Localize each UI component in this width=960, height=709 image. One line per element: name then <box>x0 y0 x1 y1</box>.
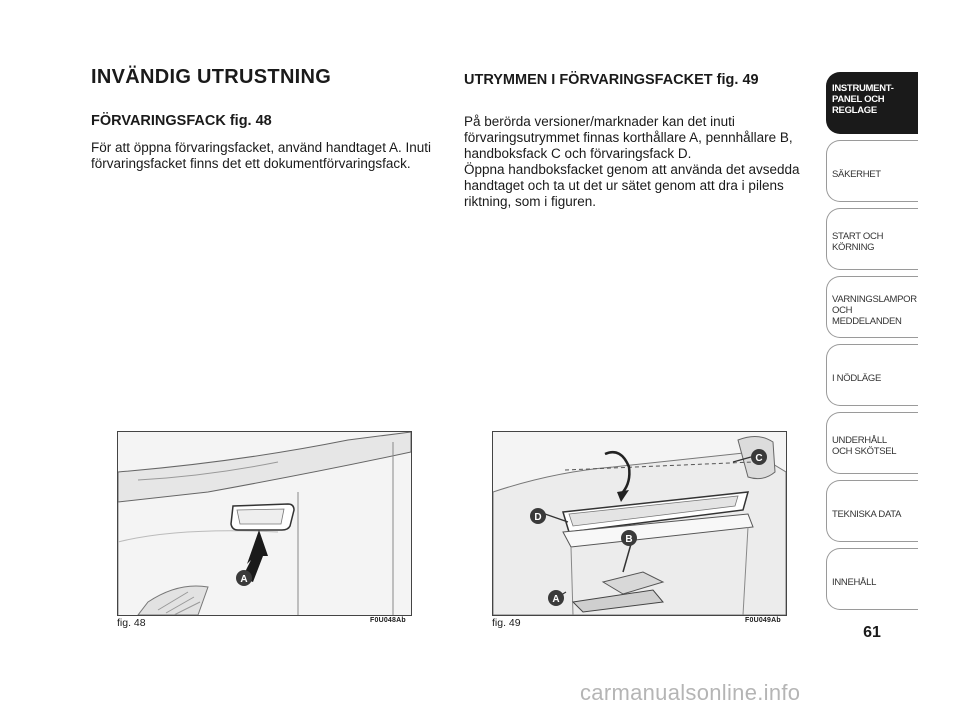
figure-49-caption: fig. 49 <box>492 617 521 629</box>
page-number: 61 <box>863 624 881 641</box>
callout-c-label: C <box>755 453 763 464</box>
compartments-body-text <box>464 114 824 210</box>
figure-48-illustration <box>117 431 412 616</box>
glovebox-drawing <box>118 432 411 615</box>
glovebox-heading: FÖRVARINGSFACK fig. 48 <box>91 113 272 129</box>
tab-label: INNEHÅLL <box>832 576 877 588</box>
tab-label: I NÖDLÄGE <box>832 372 882 384</box>
section-title: INVÄNDIG UTRUSTNING <box>91 66 332 88</box>
figure-48-code: F0U048Ab <box>370 617 406 624</box>
tab-starting-driving[interactable] <box>826 208 918 270</box>
tab-contents[interactable] <box>826 548 918 610</box>
tab-instrument-panel[interactable] <box>826 72 918 134</box>
callout-a-label: A <box>240 574 248 585</box>
tab-safety[interactable] <box>826 140 918 202</box>
compartments-paragraph-2: Öppna handboksfacket genom att använda det avsedda handtaget och ta ut det ur sätet genom att dra i pilens riktning, som i figuren. <box>464 162 800 209</box>
tab-label: VARNINGSLAMPOR OCH MEDDELANDEN <box>832 293 917 327</box>
compartment-drawing <box>493 432 786 615</box>
tab-technical-data[interactable] <box>826 480 918 542</box>
tab-label: UNDERHÅLL OCH SKÖTSEL <box>832 435 897 457</box>
callout-d-label: D <box>534 512 542 523</box>
callout-b-label: B <box>625 534 633 545</box>
compartments-paragraph-1: På berörda versioner/marknader kan det inuti förvaringsutrymmet finnas korthållare A, pennhållare B, handboksfack C och förvaringsfack D. <box>464 114 793 161</box>
figure-49-code: F0U049Ab <box>745 617 781 624</box>
tab-label: START OCH KÖRNING <box>832 231 884 253</box>
figure-49-illustration <box>492 431 787 616</box>
tab-label: TEKNISKA DATA <box>832 508 902 520</box>
tab-label: SÄKERHET <box>832 168 881 180</box>
tab-warning-lights[interactable] <box>826 276 918 338</box>
watermark-text: carmanualsonline.info <box>580 680 801 705</box>
chapter-tabs <box>826 72 918 616</box>
compartments-heading: UTRYMMEN I FÖRVARINGSFACKET fig. 49 <box>464 72 759 88</box>
tab-label: INSTRUMENT- PANEL OCH REGLAGE <box>832 83 894 116</box>
glovebox-body-text: För att öppna förvaringsfacket, använd handtaget A. Inuti förvaringsfacket finns det ett dokumentförvaringsfack. <box>91 140 431 171</box>
tab-emergency[interactable] <box>826 344 918 406</box>
callout-a-label: A <box>552 594 560 605</box>
tab-maintenance[interactable] <box>826 412 918 474</box>
figure-48-caption: fig. 48 <box>117 617 146 629</box>
